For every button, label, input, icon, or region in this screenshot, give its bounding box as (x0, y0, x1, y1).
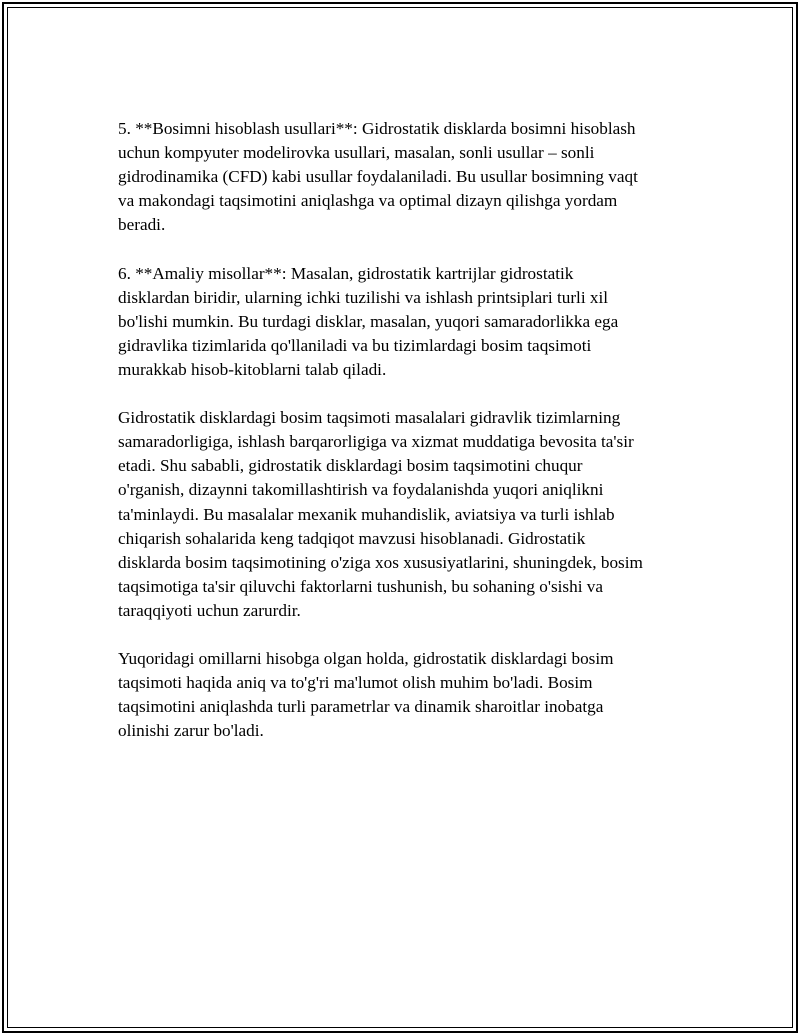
paragraph-calculation-methods: 5. **Bosimni hisoblash usullari**: Gidrostatik disklarda bosimni hisoblash uchun kompyuter modelirovka usullari, masalan, sonli usullar – sonli gidrodinamika (CFD) kabi usullar foydalaniladi. Bu usullar bosimning vaqt va makondagi taqsimotini aniqlashga va optimal dizayn qilishga yordam beradi. (118, 119, 638, 235)
paragraph-pressure-distribution-significance: Gidrostatik disklardagi bosim taqsimoti masalalari gidravlik tizimlarning samaradorligiga, ishlash barqarorligiga va xizmat muddatiga bevosita ta'sir etadi. Shu sababli, gidrostatik disklardagi bosim taqsimotini chuqur o'rganish, dizaynni takomillashtirish va foydalanishda yuqori aniqlikni ta'minlaydi. Bu masalalar mexanik muhandislik, aviatsiya va turli ishlab chiqarish sohalarida keng tadqiqot mavzusi hisoblanadi. Gidrostatik disklarda bosim taqsimotining o'ziga xos xususiyatlarini, shuningdek, bosim taqsimotiga ta'sir qiluvchi faktorlarni tushunish, bu sohaning o'sishi va taraqqiyoti uchun zarurdir. (118, 408, 643, 620)
document-body (118, 117, 693, 768)
paragraph-conclusion: Yuqoridagi omillarni hisobga olgan holda, gidrostatik disklardagi bosim taqsimoti haqida aniq va to'g'ri ma'lumot olish muhim bo'ladi. Bosim taqsimotini aniqlashda turli parametrlar va dinamik sharoitlar inobatga olinishi zarur bo'ladi. (118, 649, 614, 741)
paragraph-practical-examples: 6. **Amaliy misollar**: Masalan, gidrostatik kartrijlar gidrostatik disklardan biridir, ularning ichki tuzilishi va ishlash printsiplari turli xil bo'lishi mumkin. Bu turdagi disklar, masalan, yuqori samaradorlikka ega gidravlika tizimlarida qo'llaniladi va bu tizimlardagi bosim taqsimoti murakkab hisob-kitoblarni talab qiladi. (118, 263, 619, 379)
